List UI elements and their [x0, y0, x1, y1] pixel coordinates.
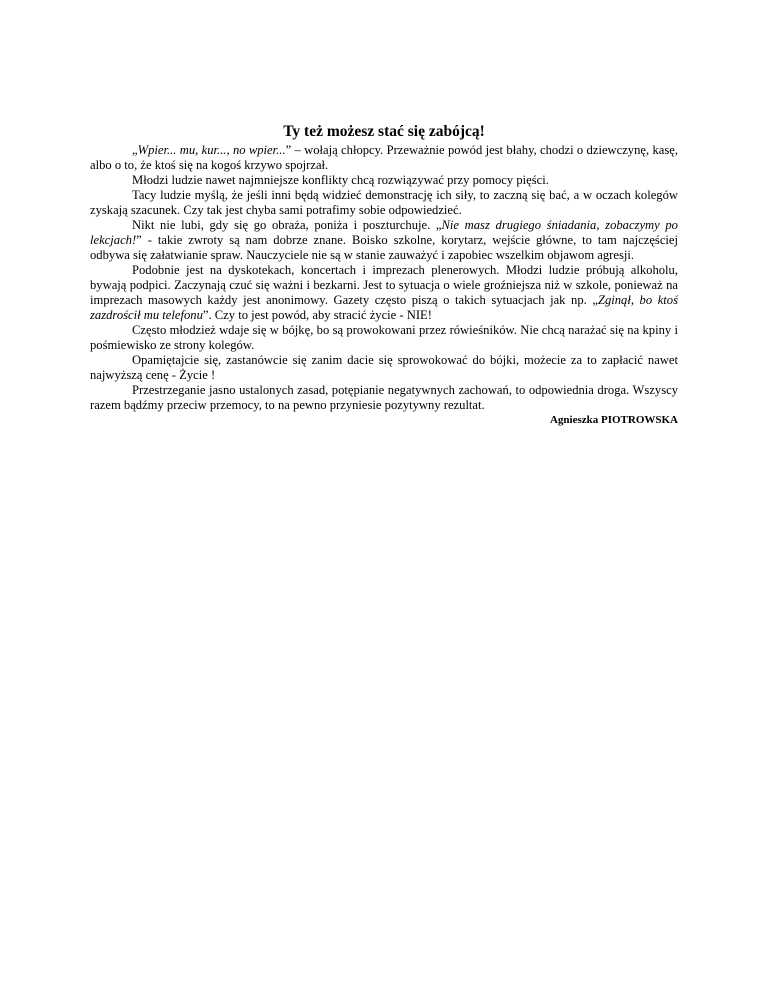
paragraph-8: Przestrzeganie jasno ustalonych zasad, potępianie negatywnych zachowań, to odpowiednia droga. Wszyscy razem bądźmy przeciw przemocy, to na pewno przyniesie pozytywny rezultat. [90, 383, 678, 412]
paragraph-4-quote: Nie masz drugiego śniadania, zobaczymy po lekcjach! [90, 218, 678, 247]
paragraph-3: Tacy ludzie myślą, że jeśli inni będą widzieć demonstrację ich siły, to zaczną się bać, a w oczach kolegów zyskają szacunek. Czy tak jest chyba sami potrafimy sobie odpowiedzieć. [90, 188, 678, 217]
article-title: Ty też możesz stać się zabójcą! [283, 123, 485, 140]
paragraph-5-text-after: ”. Czy to jest powód, aby stracić życie - NIE! [202, 308, 432, 322]
paragraph-4-text-after: ” - takie zwroty są nam dobrze znane. Boisko szkolne, korytarz, wejście główne, to tam najczęściej odbywa się załatwianie spraw. Nauczyciele nie są w stanie zauważyć i zapobiec wszelkim objawom agresji. [90, 233, 678, 262]
paragraph-1-quote: Wpier... mu, kur..., no wpier... [137, 143, 286, 157]
paragraph-7: Opamiętajcie się, zastanówcie się zanim dacie się sprowokować do bójki, możecie za to zapłacić nawet najwyższą cenę - Życie ! [90, 353, 678, 382]
paragraph-5-quote: Zginął, bo ktoś zazdrościł mu telefonu [90, 293, 678, 322]
paragraph-4 [90, 218, 678, 263]
paragraph-1 [90, 143, 678, 173]
paragraph-1-open-quote: „ [132, 143, 138, 157]
article [90, 122, 678, 428]
paragraph-1-text: ” – wołają chłopcy. Przeważnie powód jest błahy, chodzi o dziewczynę, kasę, albo o to, że ktoś się na kogoś krzywo spojrzał. [90, 143, 679, 172]
paragraph-5-text-before: Podobnie jest na dyskotekach, koncertach i imprezach plenerowych. Młodzi ludzie próbują alkoholu, bywają podpici. Zaczynają czuć się ważni i bezkarni. Jest to sytuacja o wiele groźniejsza niż w szkole, ponieważ na imprezach masowych każdy jest anonimowy. Gazety często piszą o takich sytuacjach jak np. „ [90, 263, 678, 307]
paragraph-6: Często młodzież wdaje się w bójkę, bo są prowokowani przez rówieśników. Nie chcą narażać się na kpiny i pośmiewisko ze strony kolegów. [90, 323, 678, 352]
paragraph-5 [90, 263, 678, 323]
paragraph-2: Młodzi ludzie nawet najmniejsze konflikty chcą rozwiązywać przy pomocy pięści. [132, 173, 549, 187]
paragraph-4-text-before: Nikt nie lubi, gdy się go obraża, poniża i poszturchuje. „ [132, 218, 442, 232]
author-signature: Agnieszka PIOTROWSKA [549, 414, 678, 426]
